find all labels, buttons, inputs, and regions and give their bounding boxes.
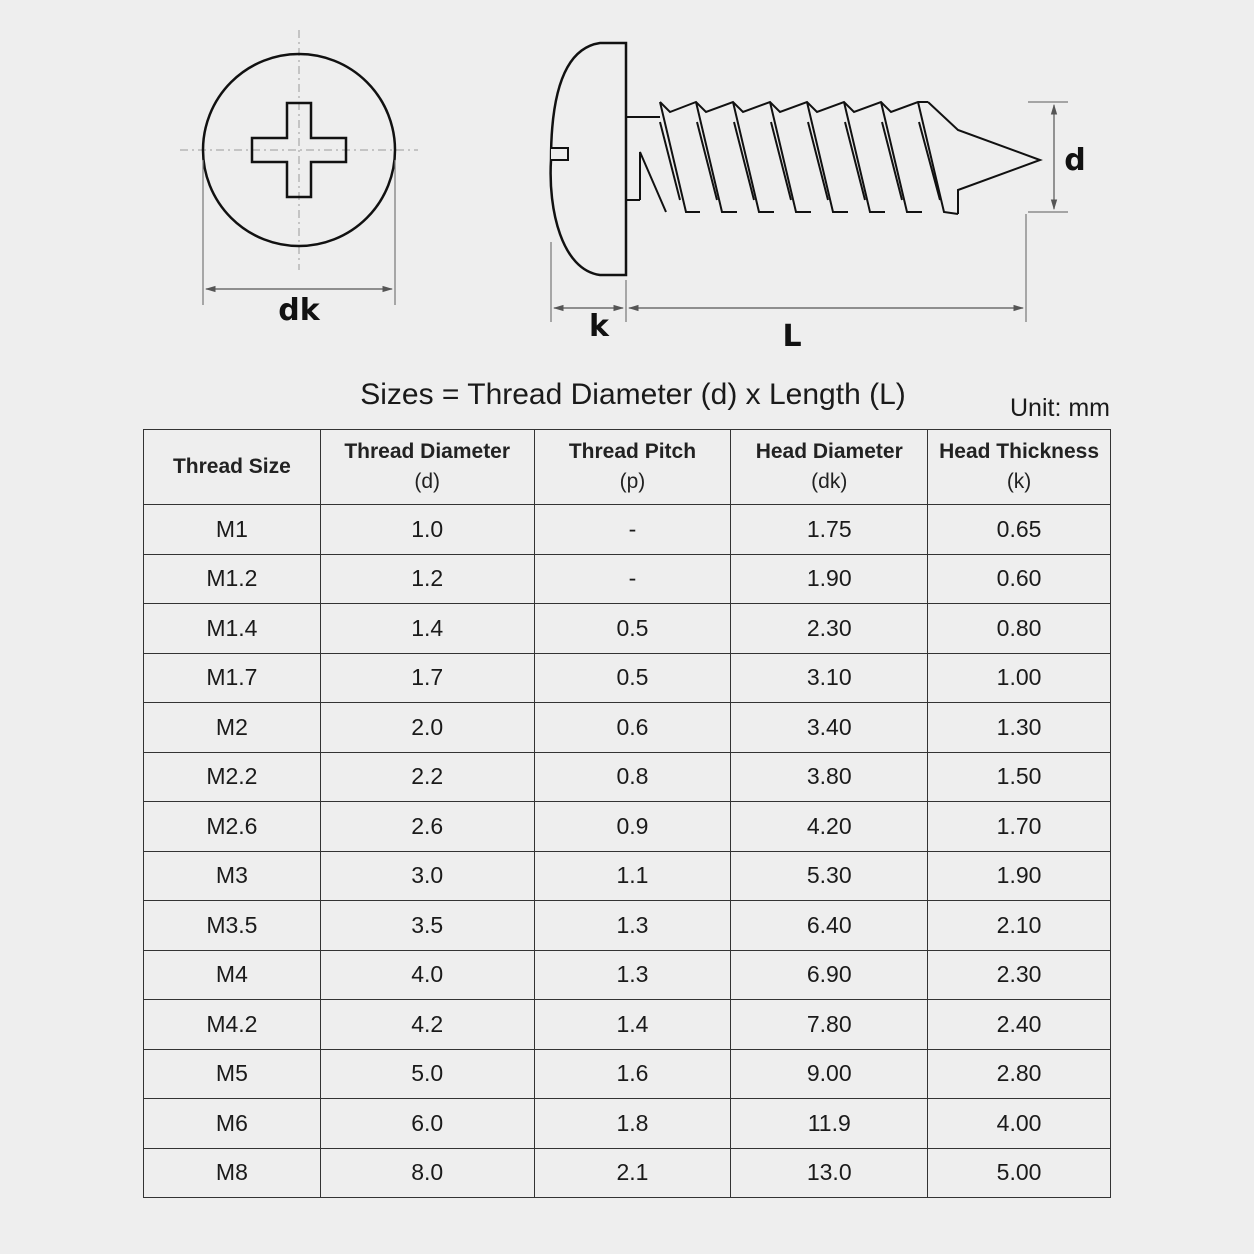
table-cell: 1.4: [534, 1000, 731, 1050]
table-cell: 7.80: [731, 1000, 928, 1050]
k-label: k: [589, 309, 609, 344]
table-cell: 0.5: [534, 653, 731, 703]
d-dimension: [1028, 102, 1086, 212]
table-row: [144, 1049, 1111, 1099]
table-cell: 0.80: [928, 604, 1111, 654]
table-cell: -: [534, 505, 731, 555]
table-cell: 1.00: [928, 653, 1111, 703]
table-cell: 0.8: [534, 752, 731, 802]
table-cell: 3.10: [731, 653, 928, 703]
table-cell: -: [534, 554, 731, 604]
table-cell: 6.90: [731, 950, 928, 1000]
table-cell: M8: [144, 1148, 321, 1198]
table-cell: 1.6: [534, 1049, 731, 1099]
table-cell: M3.5: [144, 901, 321, 951]
header-head-diameter: [731, 430, 928, 505]
table-cell: 0.9: [534, 802, 731, 852]
table-cell: 1.2: [320, 554, 534, 604]
header-label: Thread Diameter: [344, 440, 511, 463]
table-cell: 2.0: [320, 703, 534, 753]
table-cell: M1: [144, 505, 321, 555]
header-thread-diameter: [320, 430, 534, 505]
table-cell: 4.00: [928, 1099, 1111, 1149]
table-cell: 3.0: [320, 851, 534, 901]
table-row: [144, 554, 1111, 604]
table-cell: 1.90: [731, 554, 928, 604]
table-cell: 0.60: [928, 554, 1111, 604]
k-dimension: [551, 242, 626, 344]
table-cell: 1.0: [320, 505, 534, 555]
l-label: L: [782, 319, 802, 354]
l-dimension: [629, 214, 1026, 354]
table-row: [144, 752, 1111, 802]
table-cell: M4: [144, 950, 321, 1000]
table-cell: 9.00: [731, 1049, 928, 1099]
table-cell: 11.9: [731, 1099, 928, 1149]
table-cell: 3.5: [320, 901, 534, 951]
d-label: d: [1064, 143, 1086, 178]
dk-label: dk: [278, 293, 320, 328]
header-thread-size: [144, 430, 321, 505]
table-cell: M1.2: [144, 554, 321, 604]
table-cell: 1.50: [928, 752, 1111, 802]
header-label: Thread Pitch: [568, 440, 697, 463]
table-cell: 5.0: [320, 1049, 534, 1099]
table-cell: 4.2: [320, 1000, 534, 1050]
screw-dimension-diagram: [0, 0, 1254, 370]
table-cell: M2.6: [144, 802, 321, 852]
table-cell: 1.90: [928, 851, 1111, 901]
table-cell: 1.1: [534, 851, 731, 901]
table-cell: 2.6: [320, 802, 534, 852]
header-symbol: (dk): [811, 470, 848, 493]
dk-dimension: [203, 160, 395, 328]
table-cell: M6: [144, 1099, 321, 1149]
table-cell: 4.0: [320, 950, 534, 1000]
screw-size-table: [143, 429, 1111, 1198]
table-header-row: [144, 430, 1111, 505]
table-cell: 1.30: [928, 703, 1111, 753]
unit-label: Unit: mm: [1010, 394, 1110, 422]
table-cell: 3.80: [731, 752, 928, 802]
header-label: Head Diameter: [755, 440, 903, 463]
table-row: [144, 950, 1111, 1000]
table-cell: 8.0: [320, 1148, 534, 1198]
table-cell: 1.3: [534, 901, 731, 951]
table-cell: 2.80: [928, 1049, 1111, 1099]
table-row: [144, 1000, 1111, 1050]
header-symbol: (d): [414, 470, 441, 493]
table-cell: 2.2: [320, 752, 534, 802]
header-label: Head Thickness: [939, 440, 1100, 463]
header-thread-pitch: [534, 430, 731, 505]
table-cell: 5.30: [731, 851, 928, 901]
table-row: [144, 901, 1111, 951]
table-cell: 1.4: [320, 604, 534, 654]
table-cell: M1.4: [144, 604, 321, 654]
table-cell: 6.0: [320, 1099, 534, 1149]
table-cell: 2.40: [928, 1000, 1111, 1050]
table-row: [144, 703, 1111, 753]
table-row: [144, 1099, 1111, 1149]
header-label: Thread Size: [172, 455, 291, 478]
table-row: [144, 1148, 1111, 1198]
table-cell: M1.7: [144, 653, 321, 703]
table-cell: 13.0: [731, 1148, 928, 1198]
table-cell: 2.30: [731, 604, 928, 654]
head-top-view: [180, 30, 418, 270]
table-cell: 4.20: [731, 802, 928, 852]
table-cell: M5: [144, 1049, 321, 1099]
table-row: [144, 851, 1111, 901]
table-row: [144, 505, 1111, 555]
table-cell: M3: [144, 851, 321, 901]
table-cell: 0.6: [534, 703, 731, 753]
table-cell: 1.7: [320, 653, 534, 703]
table-row: [144, 604, 1111, 654]
table-cell: 2.1: [534, 1148, 731, 1198]
table-cell: 5.00: [928, 1148, 1111, 1198]
table-cell: 0.65: [928, 505, 1111, 555]
table-cell: 6.40: [731, 901, 928, 951]
table-cell: 1.3: [534, 950, 731, 1000]
table-cell: 2.30: [928, 950, 1111, 1000]
table-cell: 1.8: [534, 1099, 731, 1149]
screw-side-view: [551, 43, 1040, 275]
table-cell: M4.2: [144, 1000, 321, 1050]
table-cell: 1.70: [928, 802, 1111, 852]
table-row: [144, 653, 1111, 703]
header-symbol: (p): [619, 470, 646, 493]
table-body: [144, 505, 1111, 1198]
table-cell: 3.40: [731, 703, 928, 753]
size-formula-title: Sizes = Thread Diameter (d) x Length (L): [360, 378, 906, 411]
table-row: [144, 802, 1111, 852]
table-cell: 1.75: [731, 505, 928, 555]
table-cell: M2: [144, 703, 321, 753]
header-head-thickness: [928, 430, 1111, 505]
table-cell: M2.2: [144, 752, 321, 802]
header-symbol: (k): [1006, 470, 1032, 493]
table-cell: 2.10: [928, 901, 1111, 951]
table-cell: 0.5: [534, 604, 731, 654]
